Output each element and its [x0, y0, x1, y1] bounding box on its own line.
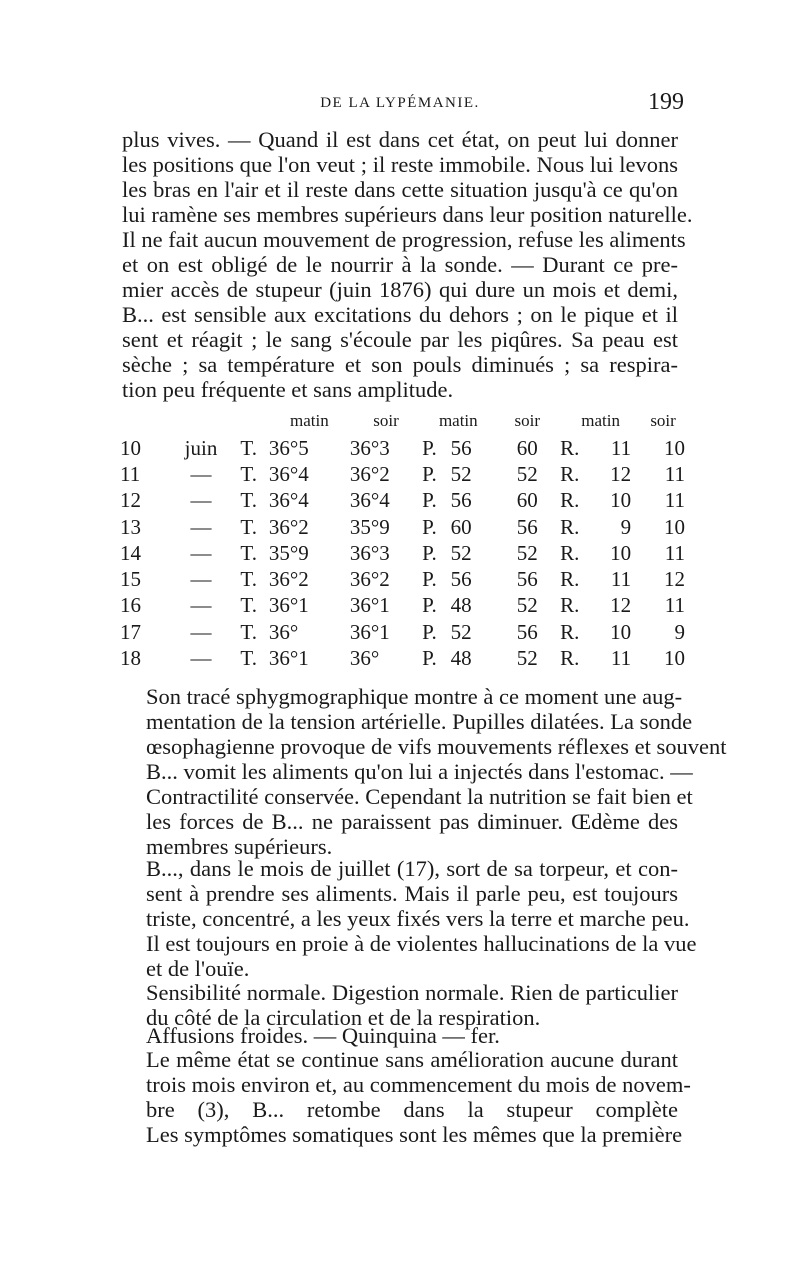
table-row [120, 461, 685, 487]
cell-r-matin: 10 [610, 540, 632, 565]
text-line: lui ramène ses membres supérieurs dans leur position naturelle. [122, 202, 693, 227]
cell-r-matin: 10 [610, 619, 632, 644]
cell-t-matin: 36°4 [268, 488, 309, 513]
cell-r-soir: 11 [664, 540, 685, 565]
cell-r-matin: 12 [610, 461, 632, 486]
text-line: Il est toujours en proie à de violentes hallucinations de la vue [146, 931, 697, 956]
cell-month: — [190, 619, 212, 644]
cell-t-matin: 36°5 [268, 435, 309, 460]
cell-p-matin: 56 [450, 488, 472, 513]
text-line: les positions que l'on veut ; il reste immobile. Nous lui levons [122, 152, 678, 177]
text-line: Il ne fait aucun mouvement de progression, refuse les aliments [122, 227, 686, 252]
cell-p: P. [422, 540, 437, 565]
cell-r: R. [560, 593, 580, 618]
cell-t: T. [240, 646, 257, 671]
text-line: tion peu fréquente et sans amplitude. [122, 377, 454, 402]
cell-p-matin: 60 [450, 514, 472, 539]
cell-r: R. [560, 646, 580, 671]
text-line: les bras en l'air et il reste dans cette situation jusqu'à ce qu'on [122, 177, 678, 202]
cell-day: 16 [120, 593, 141, 618]
cell-r-soir: 10 [664, 646, 685, 671]
cell-t-matin: 36°1 [268, 593, 309, 618]
cell-t-soir: 35°9 [349, 514, 390, 539]
text-line: Le même état se continue sans amélioration aucune durant [146, 1047, 678, 1072]
cell-p-matin: 56 [450, 567, 472, 592]
text-line: Son tracé sphygmographique montre à ce moment une aug- [146, 684, 683, 709]
cell-t-soir: 36°1 [349, 593, 390, 618]
column-header: matin [581, 411, 620, 430]
table-row [120, 593, 685, 619]
cell-p-matin: 56 [450, 435, 472, 460]
cell-t-soir: 36°2 [349, 461, 390, 486]
running-title: DE LA LYPÉMANIE. [320, 95, 480, 111]
cell-day: 11 [120, 461, 141, 486]
paragraph-2 [122, 684, 727, 859]
table-row [120, 488, 685, 514]
cell-t-matin: 36°1 [268, 646, 309, 671]
text-line: membres supérieurs. [146, 834, 333, 859]
cell-p: P. [422, 619, 437, 644]
text-line: mier accès de stupeur (juin 1876) qui dure un mois et demi, [122, 277, 678, 302]
table-row [120, 435, 685, 461]
table-header-row [120, 407, 685, 435]
cell-day: 12 [120, 488, 141, 513]
cell-r-soir: 12 [664, 567, 685, 592]
cell-r: R. [560, 619, 580, 644]
text-line: trois mois environ et, au commencement du mois de novem- [146, 1072, 691, 1097]
cell-r-matin: 12 [610, 593, 632, 618]
text-line: bre (3), B... retombe dans la stupeur complète [146, 1097, 678, 1122]
paragraph-5 [122, 1023, 678, 1048]
cell-month: juin [184, 435, 218, 460]
cell-p-matin: 52 [450, 461, 472, 486]
paragraph-1 [122, 127, 693, 402]
text-line: Les symptômes somatiques sont les mêmes que la première [146, 1122, 683, 1147]
text-line: sèche ; sa température et son pouls diminués ; sa respira- [122, 352, 678, 377]
text-line: Affusions froides. — Quinquina — fer. [146, 1023, 500, 1048]
cell-t: T. [240, 540, 257, 565]
cell-p-soir: 52 [516, 593, 538, 618]
cell-p: P. [422, 646, 437, 671]
cell-p: P. [422, 488, 437, 513]
cell-t: T. [240, 593, 257, 618]
cell-t-soir: 36°3 [349, 540, 390, 565]
cell-t-matin: 36°4 [268, 461, 309, 486]
cell-month: — [190, 567, 212, 592]
cell-t: T. [240, 435, 257, 460]
cell-p: P. [422, 593, 437, 618]
cell-t-matin: 36°2 [268, 514, 309, 539]
vital-signs-table [120, 407, 685, 672]
paragraph-6 [122, 1047, 691, 1147]
cell-p-soir: 52 [516, 461, 538, 486]
cell-p-soir: 56 [516, 514, 538, 539]
cell-r-soir: 11 [664, 461, 685, 486]
cell-day: 15 [120, 567, 141, 592]
text-line: mentation de la tension artérielle. Pupilles dilatées. La sonde [146, 709, 693, 734]
cell-day: 14 [120, 540, 141, 565]
cell-r-soir: 9 [674, 619, 685, 644]
cell-t-soir: 36°3 [349, 435, 390, 460]
cell-month: — [190, 488, 212, 513]
cell-t-soir: 36° [349, 646, 380, 671]
cell-day: 10 [120, 435, 141, 460]
text-line: Contractilité conservée. Cependant la nutrition se fait bien et [146, 784, 693, 809]
cell-t-matin: 36°2 [268, 567, 309, 592]
cell-t: T. [240, 567, 257, 592]
cell-p: P. [422, 461, 437, 486]
text-line: B..., dans le mois de juillet (17), sort de sa torpeur, et con- [146, 856, 678, 881]
cell-p-matin: 48 [450, 593, 472, 618]
cell-p-soir: 60 [516, 488, 538, 513]
cell-r-matin: 10 [610, 488, 632, 513]
text-line: sent à prendre ses aliments. Mais il parle peu, est toujours [146, 881, 678, 906]
page-number: 199 [648, 89, 684, 115]
table-row [120, 645, 685, 671]
table-row [120, 514, 685, 540]
cell-day: 17 [120, 619, 141, 644]
cell-t: T. [240, 619, 257, 644]
text-line: et de l'ouïe. [146, 956, 250, 981]
table-row [120, 566, 685, 592]
cell-t: T. [240, 514, 257, 539]
cell-r: R. [560, 488, 580, 513]
paragraph-3 [122, 856, 697, 981]
column-header: soir [514, 411, 541, 430]
cell-r: R. [560, 461, 580, 486]
text-line: sent et réagit ; le sang s'écoule par les piqûres. Sa peau est [122, 327, 678, 352]
cell-p-soir: 56 [516, 619, 538, 644]
cell-p: P. [422, 514, 437, 539]
text-line: du côté de la circulation et de la respiration. [146, 1005, 541, 1030]
cell-month: — [190, 646, 212, 671]
cell-p-soir: 56 [516, 567, 538, 592]
cell-t: T. [240, 488, 257, 513]
cell-p-soir: 52 [516, 646, 538, 671]
cell-p-matin: 52 [450, 540, 472, 565]
cell-r-matin: 11 [610, 646, 632, 671]
text-line: Sensibilité normale. Digestion normale. Rien de particulier [146, 980, 678, 1005]
cell-month: — [190, 461, 212, 486]
cell-p-matin: 48 [450, 646, 472, 671]
text-line: les forces de B... ne paraissent pas diminuer. Œdème des [146, 809, 678, 834]
column-header: matin [438, 411, 478, 430]
cell-r-matin: 11 [610, 435, 632, 460]
cell-day: 13 [120, 514, 141, 539]
cell-p: P. [422, 567, 437, 592]
cell-month: — [190, 593, 212, 618]
cell-r-soir: 10 [664, 435, 685, 460]
table-row [120, 540, 685, 566]
cell-t-soir: 36°4 [349, 488, 390, 513]
text-line: B... vomit les aliments qu'on lui a injectés dans l'estomac. — [146, 759, 693, 784]
cell-r: R. [560, 514, 580, 539]
cell-t-matin: 36° [268, 619, 299, 644]
column-header: matin [290, 411, 329, 430]
cell-month: — [190, 540, 212, 565]
text-line: œsophagienne provoque de vifs mouvements réflexes et souvent [146, 734, 727, 759]
cell-t: T. [240, 461, 257, 486]
text-line: plus vives. — Quand il est dans cet état, on peut lui donner [122, 127, 678, 152]
text-line: triste, concentré, a les yeux fixés vers la terre et marche peu. [146, 906, 690, 931]
column-header: soir [373, 411, 399, 430]
cell-r-soir: 11 [664, 488, 685, 513]
cell-p-soir: 60 [516, 435, 538, 460]
cell-r: R. [560, 540, 580, 565]
text-line: et on est obligé de le nourrir à la sonde. — Durant ce pre- [122, 252, 678, 277]
text-line: B... est sensible aux excitations du dehors ; on le pique et il [122, 302, 678, 327]
cell-r-soir: 10 [664, 514, 685, 539]
cell-month: — [190, 514, 212, 539]
cell-p-soir: 52 [516, 540, 538, 565]
cell-day: 18 [120, 646, 141, 671]
cell-r-matin: 9 [620, 514, 632, 539]
page-header [120, 89, 684, 121]
cell-r: R. [560, 435, 580, 460]
table-row [120, 619, 685, 645]
cell-t-soir: 36°2 [349, 567, 390, 592]
column-header: soir [650, 411, 676, 430]
cell-r-soir: 11 [664, 593, 685, 618]
cell-p-matin: 52 [450, 619, 472, 644]
cell-t-matin: 35°9 [268, 540, 309, 565]
cell-r-matin: 11 [610, 567, 632, 592]
cell-r: R. [560, 567, 580, 592]
cell-t-soir: 36°1 [349, 619, 390, 644]
cell-p: P. [422, 435, 437, 460]
